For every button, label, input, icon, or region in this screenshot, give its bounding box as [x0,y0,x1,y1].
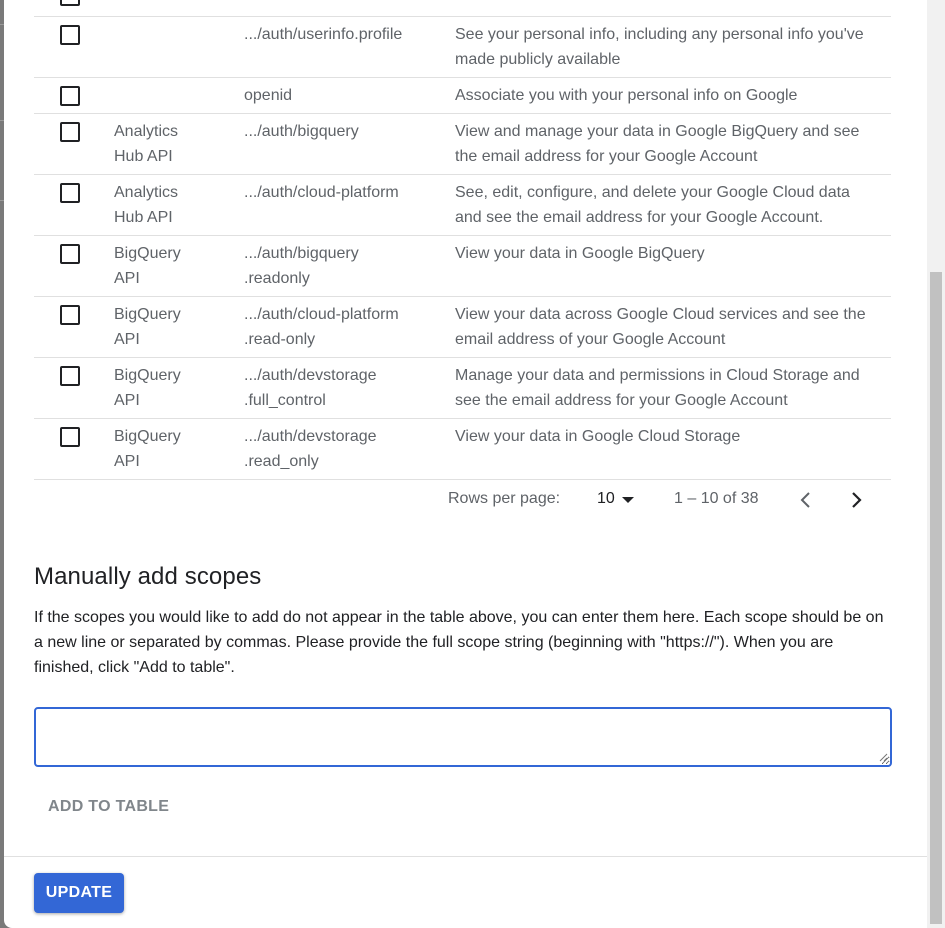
row-checkbox[interactable] [60,0,80,6]
resize-grip-icon[interactable] [878,752,888,762]
row-checkbox[interactable] [60,244,80,264]
table-row [34,78,891,114]
row-checkbox[interactable] [60,305,80,325]
api-line: BigQuery [114,306,181,323]
row-checkbox[interactable] [60,25,80,45]
description-line: made publicly available [455,51,621,68]
scope-cell [244,363,444,413]
scope-cell: .../auth/cloud-platform [244,184,399,201]
description-cell [455,302,885,352]
footer-divider [4,856,927,857]
row-checkbox[interactable] [60,122,80,142]
description-line: and see the email address for your Google Account. [455,209,824,226]
api-cell [114,363,224,413]
table-row [34,17,891,78]
row-checkbox[interactable] [60,427,80,447]
rows-per-page-label: Rows per page: [448,490,561,507]
table-row [34,419,891,480]
scopes-dialog-panel [4,0,927,928]
api-cell [114,180,224,230]
caret-down-icon[interactable] [622,497,634,503]
api-line: Analytics [114,123,179,140]
api-line: API [114,453,140,470]
api-line: BigQuery [114,367,181,384]
api-cell [114,241,224,291]
table-row [34,114,891,175]
api-line: Hub API [114,209,173,226]
scope-cell: openid [244,87,293,104]
api-cell [114,424,224,474]
scope-line: .full_control [244,392,326,409]
scope-line: .read_only [244,453,319,470]
row-checkbox[interactable] [60,86,80,106]
manual-scopes-description: If the scopes you would like to add do not appear in the table above, you can enter them here. Each scope should be on a new line or separated by commas. Please provide the full scope string (beginning with "https://"). When you are finished, click "Add to table". [34,609,884,676]
description-line: View your data across Google Cloud services and see the [455,306,866,323]
table-row [34,175,891,236]
api-line: Hub API [114,148,173,165]
scope-cell [244,424,444,474]
description-line: See, edit, configure, and delete your Google Cloud data [455,184,850,201]
scope-line: .../auth/cloud-platform [244,306,399,323]
description-line: see the email address for your Google Account [455,392,788,409]
scope-line: .../auth/devstorage [244,428,377,445]
api-cell [114,119,224,169]
manual-scopes-title: Manually add scopes [34,563,262,590]
description-cell: View your data in Google BigQuery [455,245,705,262]
scrollbar-track[interactable] [927,0,945,928]
scope-cell [244,302,444,352]
description-cell [455,0,885,3]
description-line: email address of your Google Account [455,331,726,348]
description-line: View and manage your data in Google BigQuery and see [455,123,860,140]
scope-cell: .../auth/bigquery [244,123,359,140]
scope-line: .readonly [244,270,310,287]
scope-line: .read-only [244,331,316,348]
chevron-right-icon[interactable] [846,488,866,512]
description-cell: View your data in Google Cloud Storage [455,428,741,445]
table-row [34,236,891,297]
description-cell: Associate you with your personal info on Google [455,87,798,104]
api-line: API [114,331,140,348]
api-cell [114,302,224,352]
description-cell [455,22,885,72]
table-row [34,358,891,419]
scope-line: .../auth/bigquery [244,245,359,262]
update-button[interactable]: UPDATE [34,873,124,913]
api-line: BigQuery [114,245,181,262]
description-line: See your personal info, including any personal info you've [455,26,864,43]
scrollbar-thumb[interactable] [930,272,942,924]
chevron-left-icon[interactable] [796,488,816,512]
manual-scopes-input[interactable] [34,707,892,767]
add-to-table-button[interactable]: ADD TO TABLE [34,790,183,824]
pagination-range: 1 – 10 of 38 [674,490,759,507]
table-pagination [34,482,891,518]
scope-cell: .../auth/userinfo.profile [244,26,403,43]
rows-per-page-select[interactable]: 10 [597,490,615,507]
description-line: Manage your data and permissions in Cloud Storage and [455,367,860,384]
api-line: API [114,392,140,409]
description-line: the email address for your Google Account [455,148,758,165]
row-checkbox[interactable] [60,183,80,203]
table-row [34,297,891,358]
scope-line: .../auth/devstorage [244,367,377,384]
api-line: API [114,270,140,287]
row-checkbox[interactable] [60,366,80,386]
description-cell [455,180,885,230]
api-line: Analytics [114,184,179,201]
scope-cell [244,0,444,3]
table-row [34,0,891,17]
api-line: BigQuery [114,428,181,445]
description-cell [455,363,885,413]
scope-cell [244,241,444,291]
description-cell [455,119,885,169]
